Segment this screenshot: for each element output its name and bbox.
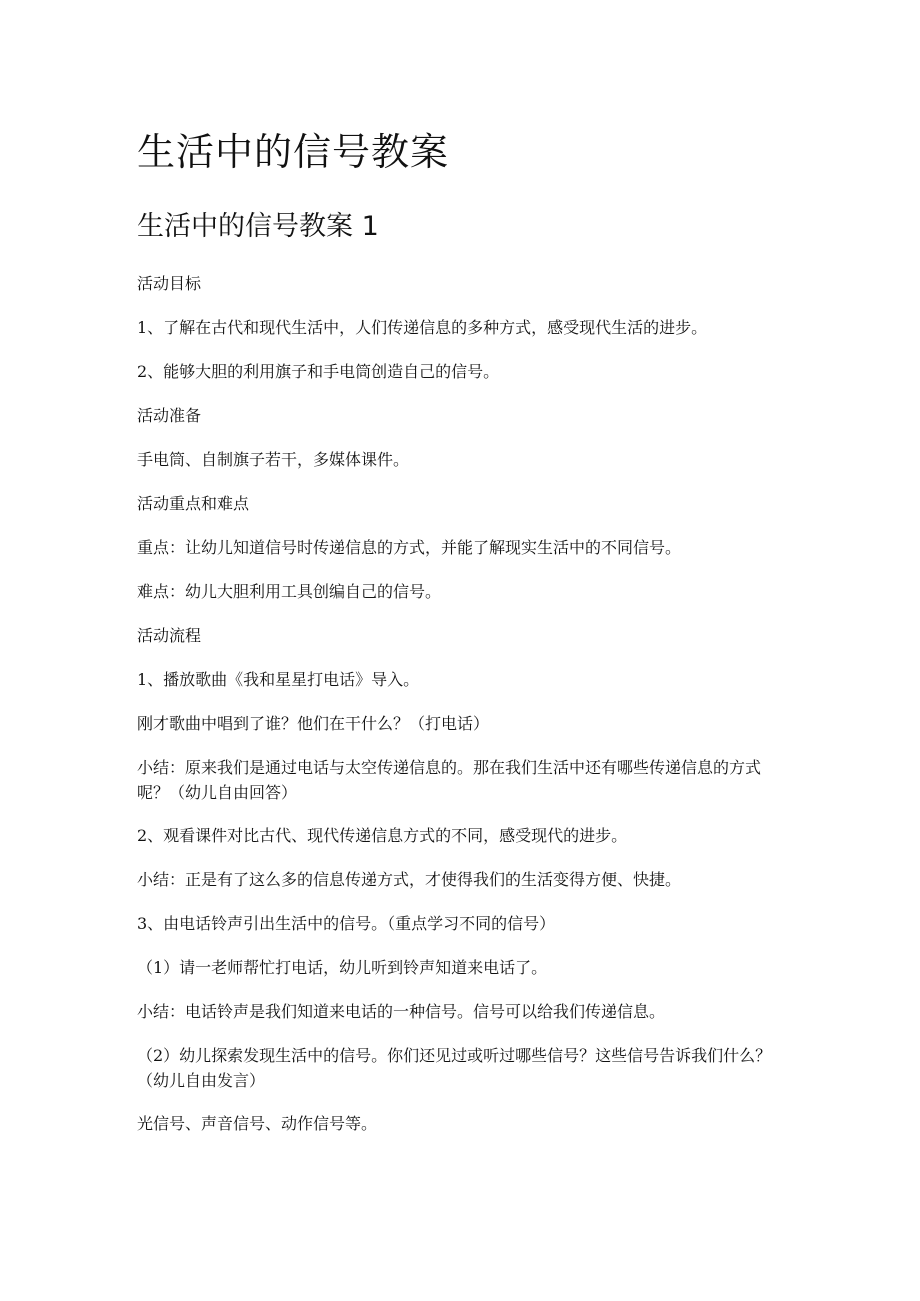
heading-key-points: 活动重点和难点	[137, 494, 250, 513]
sub-step-1: （1）请一老师帮忙打电话，幼儿听到铃声知道来电话了。	[137, 958, 548, 977]
process-step-3: 3、由电话铃声引出生活中的信号。（重点学习不同的信号）	[137, 914, 556, 933]
heading-activity-process: 活动流程	[137, 626, 202, 645]
summary-3: 小结：电话铃声是我们知道来电话的一种信号。信号可以给我们传递信息。	[137, 1002, 666, 1021]
goal-item-2: 2、能够大胆的利用旗子和手电筒创造自己的信号。	[137, 362, 500, 381]
process-question: 刚才歌曲中唱到了谁？他们在干什么？（打电话）	[137, 714, 490, 733]
section-title: 生活中的信号教案 1	[137, 211, 379, 242]
difficulty-text: 难点：幼儿大胆利用工具创编自己的信号。	[137, 582, 442, 601]
signal-types-text: 光信号、声音信号、动作信号等。	[137, 1114, 378, 1133]
sub-step-2: （2）幼儿探索发现生活中的信号。你们还见过或听过哪些信号？这些信号告诉我们什么？（幼儿自由发言）	[137, 1046, 772, 1090]
summary-1: 小结：原来我们是通过电话与太空传递信息的。那在我们生活中还有哪些传递信息的方式呢？（幼儿自由回答）	[137, 758, 762, 802]
heading-activity-goals: 活动目标	[137, 274, 202, 293]
summary-2: 小结：正是有了这么多的信息传递方式，才使得我们的生活变得方便、快捷。	[137, 870, 682, 889]
process-step-2: 2、观看课件对比古代、现代传递信息方式的不同，感受现代的进步。	[137, 826, 628, 845]
document-title: 生活中的信号教案	[137, 130, 450, 174]
key-point-text: 重点：让幼儿知道信号时传递信息的方式，并能了解现实生活中的不同信号。	[137, 538, 682, 557]
preparation-text: 手电筒、自制旗子若干，多媒体课件。	[137, 450, 410, 469]
process-step-1: 1、播放歌曲《我和星星打电话》导入。	[137, 670, 420, 689]
heading-activity-preparation: 活动准备	[137, 406, 202, 425]
goal-item-1: 1、了解在古代和现代生活中，人们传递信息的多种方式，感受现代生活的进步。	[137, 318, 708, 337]
